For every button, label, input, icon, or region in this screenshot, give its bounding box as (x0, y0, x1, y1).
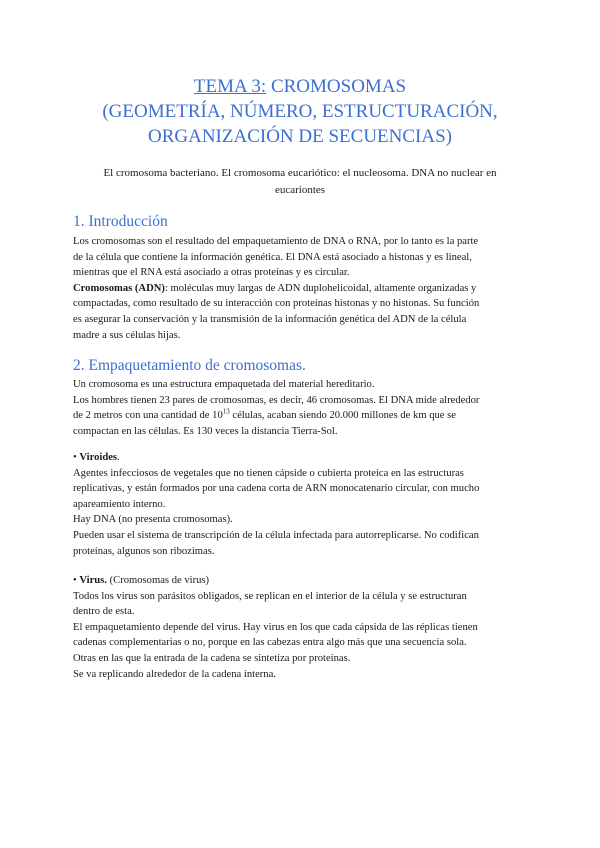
text-line: El empaquetamiento depende del virus. Hay virus en los que cada cápsida de las réplicas tienen (73, 621, 478, 633)
exponent: 13 (222, 407, 230, 416)
text-line: Pueden usar el sistema de transcripción de la célula infectada para autorreplicarse. No codifican (73, 529, 479, 541)
text-fragment: de 2 metros con una cantidad de 10 (73, 410, 223, 422)
text-fragment: . (117, 452, 120, 463)
text-line: dentro de esta. (73, 606, 135, 618)
virus-note: (Cromosomas de virus) (106, 575, 210, 586)
bullet-icon: • (73, 575, 77, 586)
title-line-2: (GEOMETRÍA, NÚMERO, ESTRUCTURACIÓN, (102, 101, 498, 122)
bullet-icon: • (73, 452, 77, 463)
text-line: Todos los virus son parásitos obligados, se replican en el interior de la célula y se estructuran (73, 590, 467, 602)
intro-paragraph (73, 234, 533, 343)
viroides-heading (73, 450, 533, 466)
text-line: compactan en las células. Es 130 veces la distancia Tierra-Sol. (73, 425, 338, 437)
virus-label: Virus. (79, 575, 107, 586)
text-line: Un cromosoma es una estructura empaquetada del material hereditario. (73, 379, 375, 390)
text-line (73, 408, 533, 424)
section-heading-empaquetamiento: 2. Empaquetamiento de cromosomas. (73, 357, 306, 374)
text-line: Los cromosomas son el resultado del empaquetamiento de DNA o RNA, por lo tanto es la parte (73, 236, 479, 247)
text-line: Hay DNA (no presenta cromosomas). (73, 514, 233, 526)
text-line: Los hombres tienen 23 pares de cromosomas, es decir, 46 cromosomas. El DNA mide alrededor (73, 394, 480, 406)
text-line: cadenas complementarias o no, porque en las cabezas entra algo más que una secuencia sola. (73, 637, 467, 649)
text-line: de la célula que contiene la información genética. El DNA está asociado a histonas y es lineal, (73, 251, 472, 263)
text-line: apareamiento interno. (73, 498, 166, 510)
virus-block (73, 573, 533, 682)
text-line: madre a sus células hijas. (73, 329, 181, 341)
empaquetamiento-paragraph (73, 377, 533, 439)
subtitle-line-2: eucariontes (274, 184, 326, 196)
text-line: Se va replicando alrededor de la cadena interna. (73, 668, 276, 680)
text-line: mientras que el RNA está asociado a otras proteínas y es circular. (73, 267, 350, 279)
text-line: replicativas, y están formados por una cadena corta de ARN monocatenario circular, con mucho (73, 483, 480, 495)
definition-line (73, 281, 533, 297)
viroides-block (73, 450, 533, 559)
document-subtitle (80, 165, 520, 199)
title-topic-number: TEMA 3: (193, 76, 267, 97)
virus-heading (73, 573, 533, 589)
text-line: Otras en las que la entrada de la cadena se sintetiza por proteínas. (73, 652, 351, 664)
text-line: es asegurar la conservación y la transmisión de la información genética del ADN de la célula (73, 313, 467, 325)
document-title (60, 74, 540, 149)
title-line-1 (60, 74, 540, 99)
text-line: proteínas, algunos son ribozimas. (73, 545, 215, 557)
text-fragment: células, acaban siendo 20.000 millones de km que se (229, 410, 456, 422)
section-heading-introduccion: 1. Introducción (73, 213, 168, 230)
viroides-label: Viroides (79, 452, 118, 463)
subtitle-line-1: El cromosoma bacteriano. El cromosoma eucariótico: el nucleosoma. DNA no nuclear en (103, 167, 497, 179)
text-line: compactadas, como resultado de su interacción con proteínas histonas y no histonas. Su función (73, 298, 480, 310)
definition-text: : moléculas muy largas de ADN duplohelicoidal, altamente organizadas y (164, 282, 477, 294)
text-line: Agentes infecciosos de vegetales que no tienen cápside o cubierta proteica en las estructuras (73, 467, 464, 479)
definition-term: Cromosomas (ADN) (73, 282, 165, 294)
title-topic-name: CROMOSOMAS (266, 76, 407, 97)
title-line-3: ORGANIZACIÓN DE SECUENCIAS) (148, 126, 452, 147)
